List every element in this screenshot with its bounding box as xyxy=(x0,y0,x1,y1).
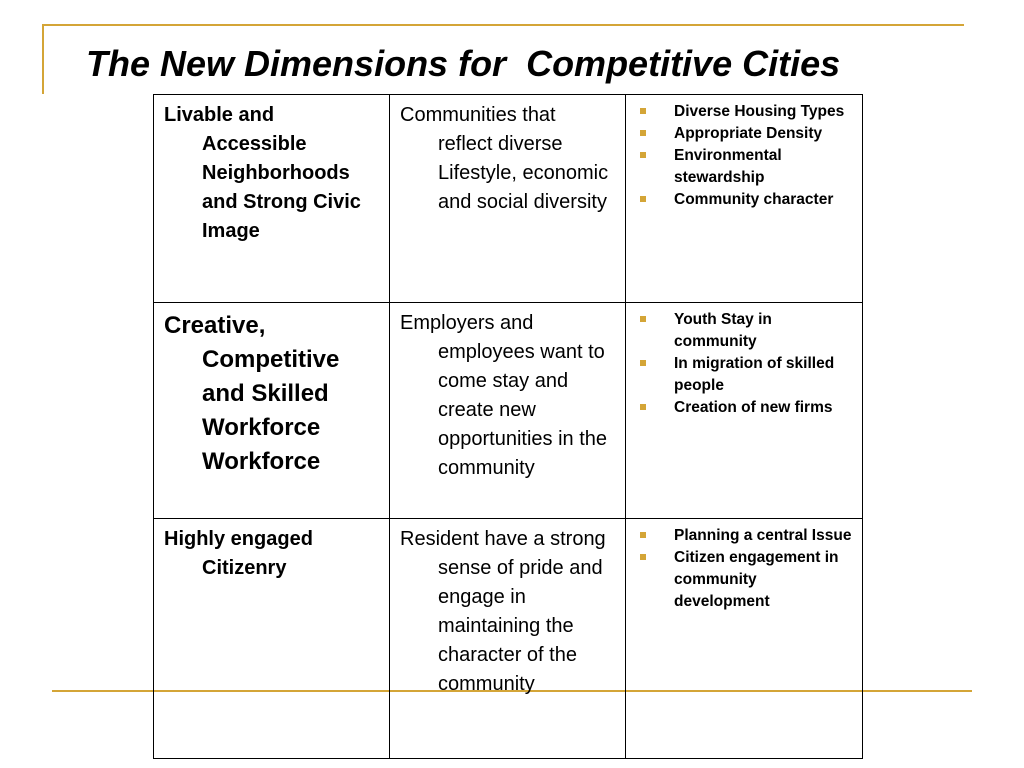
list-item-text: Diverse Housing Types xyxy=(674,103,845,120)
list-item-text: Youth Stay in community xyxy=(674,311,772,350)
bullet-square-icon xyxy=(640,360,646,366)
dimension-label: Highly engaged Citizenry xyxy=(164,528,313,579)
bullet-square-icon xyxy=(640,108,646,114)
dimension-cell xyxy=(154,303,390,519)
list-item-text: In migration of skilled people xyxy=(674,355,835,394)
list-item-text: Planning a central Issue xyxy=(674,527,852,544)
list-item-text: Citizen engagement in community development xyxy=(674,549,839,610)
description-text: Employers and employees want to come stay and create new opportunities in the community xyxy=(400,312,608,479)
accent-line-left xyxy=(42,24,44,94)
list-item xyxy=(636,353,852,397)
list-item-text: Environmental stewardship xyxy=(674,147,782,186)
table-row xyxy=(154,303,863,519)
outcomes-cell xyxy=(626,95,863,303)
list-item xyxy=(636,525,852,547)
list-item xyxy=(636,547,852,613)
description-cell xyxy=(390,95,626,303)
bullet-square-icon xyxy=(640,532,646,538)
description-text: Communities that reflect diverse Lifestyle, economic and social diversity xyxy=(400,104,609,213)
outcomes-list xyxy=(636,101,852,211)
list-item xyxy=(636,309,852,353)
dimension-label: Livable and Accessible Neighborhoods and Strong Civic Image xyxy=(164,104,361,242)
bullet-square-icon xyxy=(640,130,646,136)
list-item-text: Appropriate Density xyxy=(674,125,823,142)
table-row xyxy=(154,519,863,759)
accent-line-top xyxy=(42,24,964,26)
outcomes-cell xyxy=(626,303,863,519)
outcomes-list xyxy=(636,309,852,419)
dimension-cell xyxy=(154,519,390,759)
description-text: Resident have a strong sense of pride and engage in maintaining the character of the community xyxy=(400,528,606,695)
list-item xyxy=(636,145,852,189)
outcomes-cell xyxy=(626,519,863,759)
list-item xyxy=(636,123,852,145)
list-item xyxy=(636,101,852,123)
description-cell xyxy=(390,303,626,519)
list-item-text: Creation of new firms xyxy=(674,399,833,416)
bullet-square-icon xyxy=(640,152,646,158)
list-item xyxy=(636,397,852,419)
dimensions-table xyxy=(153,94,863,759)
table-row xyxy=(154,95,863,303)
bullet-square-icon xyxy=(640,316,646,322)
slide-title: The New Dimensions for Competitive Cities xyxy=(86,43,841,84)
bullet-square-icon xyxy=(640,554,646,560)
bullet-square-icon xyxy=(640,196,646,202)
outcomes-list xyxy=(636,525,852,613)
dimension-cell xyxy=(154,95,390,303)
list-item xyxy=(636,189,852,211)
list-item-text: Community character xyxy=(674,191,834,208)
description-cell xyxy=(390,519,626,759)
bullet-square-icon xyxy=(640,404,646,410)
dimension-label: Creative, Competitive and Skilled Workforce Workforce xyxy=(164,312,340,475)
